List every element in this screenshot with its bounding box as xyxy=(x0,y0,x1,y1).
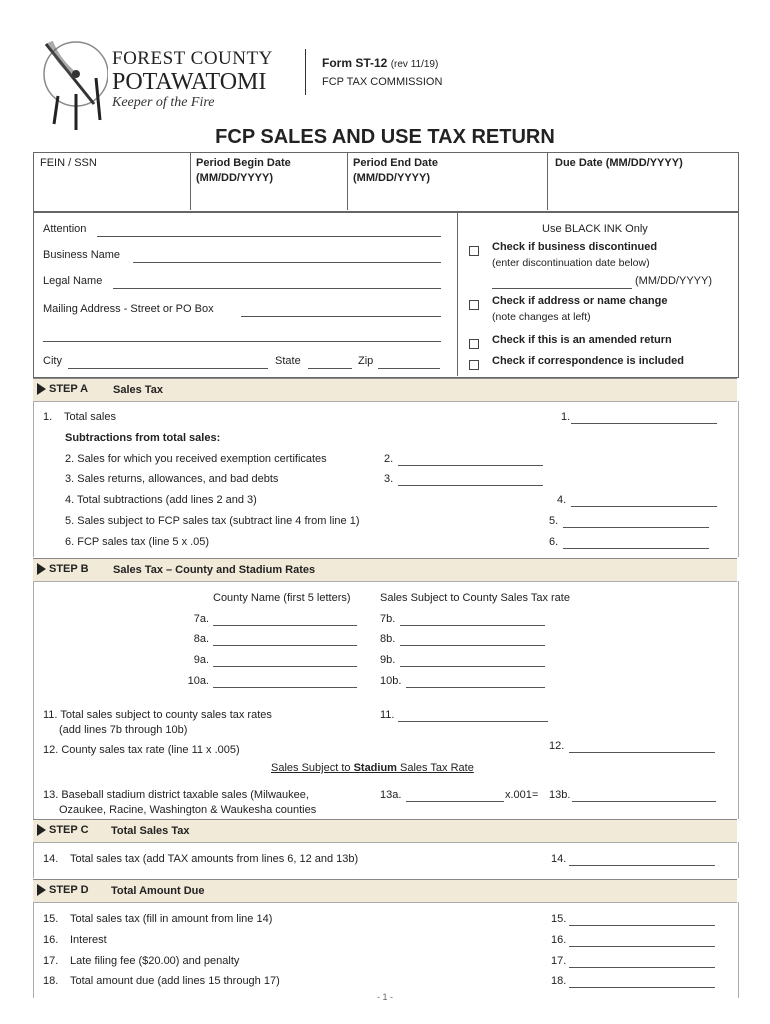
line15-ref: 15. xyxy=(551,913,567,925)
line4-ref: 4. xyxy=(557,494,567,506)
city-label: City xyxy=(43,355,62,367)
line18-num: 18. xyxy=(43,975,59,987)
line16-ref: 16. xyxy=(551,934,567,946)
line18-label: Total amount due (add lines 15 through 17) xyxy=(70,975,280,987)
line15-label: Total sales tax (fill in amount from line 14) xyxy=(70,913,273,925)
line11-label-2: (add lines 7b through 10b) xyxy=(59,724,188,736)
line14-num: 14. xyxy=(43,853,59,865)
line12-ref: 12. xyxy=(549,740,565,752)
business-name-label: Business Name xyxy=(43,249,121,261)
org-name-line1: FOREST COUNTY xyxy=(112,48,273,69)
legal-name-input[interactable] xyxy=(113,288,441,289)
line6-input[interactable] xyxy=(563,548,709,549)
correspondence-label: Check if correspondence is included xyxy=(492,355,684,367)
row10a-input[interactable] xyxy=(213,687,357,688)
row10b-input[interactable] xyxy=(406,687,545,688)
amended-checkbox[interactable] xyxy=(469,335,479,353)
line1-input[interactable] xyxy=(571,423,717,424)
form-id: Form ST-12 xyxy=(322,56,388,70)
step-b-header xyxy=(33,558,737,582)
row7b-ref: 7b. xyxy=(380,613,396,625)
line1-num: 1. xyxy=(43,411,53,423)
line5-ref: 5. xyxy=(549,515,559,527)
row8a-ref: 8a. xyxy=(193,633,209,645)
feather-circle-logo-icon xyxy=(36,34,108,132)
line16-label: Interest xyxy=(70,934,107,946)
line11-ref: 11. xyxy=(380,709,395,721)
ink-notice: Use BLACK INK Only xyxy=(542,223,648,235)
county-name-header: County Name (first 5 letters) xyxy=(213,592,351,604)
divider xyxy=(347,152,348,210)
org-name-line2: POTAWATOMI xyxy=(112,69,267,95)
row7b-input[interactable] xyxy=(400,625,545,626)
form-rev: (rev 11/19) xyxy=(390,59,439,70)
line16-input[interactable] xyxy=(569,946,715,947)
row9a-input[interactable] xyxy=(213,666,357,667)
line12-label: 12. County sales tax rate (line 11 x .005) xyxy=(43,744,240,756)
line13a-input[interactable] xyxy=(406,801,504,802)
row8a-input[interactable] xyxy=(213,645,357,646)
discontinued-date-input[interactable] xyxy=(492,288,632,289)
discontinued-checkbox[interactable] xyxy=(469,242,479,260)
row7a-ref: 7a. xyxy=(193,613,209,625)
line2-ref: 2. xyxy=(384,453,394,465)
county-sales-header: Sales Subject to County Sales Tax rate xyxy=(380,592,570,604)
stadium-heading-pre: Sales Subject to xyxy=(271,762,354,774)
line4-label: 4. Total subtractions (add lines 2 and 3) xyxy=(65,494,257,506)
line17-num: 17. xyxy=(43,955,59,967)
address-change-checkbox[interactable] xyxy=(469,296,479,314)
commission-name: FCP TAX COMMISSION xyxy=(322,76,443,88)
step-c-header xyxy=(33,819,737,843)
line17-input[interactable] xyxy=(569,967,715,968)
discontinued-date-format: (MM/DD/YYYY) xyxy=(635,275,712,287)
line13a-ref: 13a. xyxy=(380,789,402,801)
line17-ref: 17. xyxy=(551,955,567,967)
mailing-address-line2-input[interactable] xyxy=(43,341,441,342)
triangle-icon xyxy=(37,563,46,575)
zip-input[interactable] xyxy=(378,368,440,369)
fein-field[interactable]: FEIN / SSN xyxy=(40,157,97,169)
address-change-note: (note changes at left) xyxy=(492,311,591,323)
subtractions-heading: Subtractions from total sales: xyxy=(65,432,221,444)
row10a-ref: 10a. xyxy=(187,675,209,687)
row8b-input[interactable] xyxy=(400,645,545,646)
page-title: FCP SALES AND USE TAX RETURN xyxy=(215,126,555,148)
step-d-title: Total Amount Due xyxy=(111,885,205,897)
zip-label: Zip xyxy=(358,355,374,367)
triangle-icon xyxy=(37,383,46,395)
line12-input[interactable] xyxy=(569,752,715,753)
period-end-label[interactable]: Period End Date xyxy=(353,157,438,169)
line13-label-2: Ozaukee, Racine, Washington & Waukesha counties xyxy=(59,804,317,816)
address-change-label: Check if address or name change xyxy=(492,295,668,307)
line15-num: 15. xyxy=(43,913,59,925)
step-a-header xyxy=(33,378,737,402)
line3-input[interactable] xyxy=(398,485,543,486)
divider xyxy=(190,152,191,210)
business-name-input[interactable] xyxy=(133,262,441,263)
amended-label: Check if this is an amended return xyxy=(492,334,672,346)
line18-ref: 18. xyxy=(551,975,567,987)
city-input[interactable] xyxy=(68,368,268,369)
step-d-header xyxy=(33,879,737,903)
line6-ref: 6. xyxy=(549,536,559,548)
line3-ref: 3. xyxy=(384,473,394,485)
triangle-icon xyxy=(37,824,46,836)
period-end-format: (MM/DD/YYYY) xyxy=(353,172,430,184)
step-b-label: STEP B xyxy=(49,563,89,575)
line1-label: Total sales xyxy=(64,411,116,423)
discontinued-note: (enter discontinuation date below) xyxy=(492,257,650,269)
line13b-input[interactable] xyxy=(572,801,716,802)
row9b-input[interactable] xyxy=(400,666,545,667)
row7a-input[interactable] xyxy=(213,625,357,626)
attention-label: Attention xyxy=(43,223,87,235)
stadium-heading-post: Sales Tax Rate xyxy=(396,762,474,774)
mailing-address-input[interactable] xyxy=(241,316,441,317)
triangle-icon xyxy=(37,884,46,896)
org-tagline: Keeper of the Fire xyxy=(112,95,215,110)
period-begin-label[interactable]: Period Begin Date xyxy=(196,157,291,169)
line13-multiplier: x.001= xyxy=(505,789,539,801)
line5-label: 5. Sales subject to FCP sales tax (subtract line 4 from line 1) xyxy=(65,515,360,527)
header-divider xyxy=(305,49,306,95)
page-number: - 1 - xyxy=(376,992,393,1002)
row10b-ref: 10b. xyxy=(380,675,402,687)
line13-label: 13. Baseball stadium district taxable sales (Milwaukee, xyxy=(43,789,309,801)
stadium-heading-word: Stadium xyxy=(353,762,397,774)
stadium-heading xyxy=(271,762,474,774)
due-date-field[interactable]: Due Date (MM/DD/YYYY) xyxy=(555,157,683,169)
step-a-title: Sales Tax xyxy=(113,384,163,396)
line15-input[interactable] xyxy=(569,925,715,926)
legal-name-label: Legal Name xyxy=(43,275,103,287)
line14-input[interactable] xyxy=(569,865,715,866)
row9b-ref: 9b. xyxy=(380,654,396,666)
line11-label: 11. Total sales subject to county sales tax rates xyxy=(43,709,272,721)
line14-label: Total sales tax (add TAX amounts from lines 6, 12 and 13b) xyxy=(70,853,359,865)
line1-ref: 1. xyxy=(561,411,571,423)
form-id-line xyxy=(322,56,438,70)
line16-num: 16. xyxy=(43,934,59,946)
line17-label: Late filing fee ($20.00) and penalty xyxy=(70,955,240,967)
step-b-title: Sales Tax – County and Stadium Rates xyxy=(113,564,316,576)
line6-label: 6. FCP sales tax (line 5 x .05) xyxy=(65,536,210,548)
line2-input[interactable] xyxy=(398,465,543,466)
line14-ref: 14. xyxy=(551,853,567,865)
correspondence-checkbox[interactable] xyxy=(469,356,479,374)
line5-input[interactable] xyxy=(563,527,709,528)
mailing-address-label: Mailing Address - Street or PO Box xyxy=(43,303,214,315)
state-input[interactable] xyxy=(308,368,352,369)
divider xyxy=(547,152,548,210)
step-d-label: STEP D xyxy=(49,884,89,896)
step-a-label: STEP A xyxy=(49,383,89,395)
step-c-title: Total Sales Tax xyxy=(111,825,190,837)
line18-input[interactable] xyxy=(569,987,715,988)
row8b-ref: 8b. xyxy=(380,633,396,645)
period-begin-format: (MM/DD/YYYY) xyxy=(196,172,273,184)
line4-input[interactable] xyxy=(571,506,717,507)
line11-input[interactable] xyxy=(398,721,548,722)
step-c-label: STEP C xyxy=(49,824,89,836)
attention-input[interactable] xyxy=(97,236,441,237)
line2-label: 2. Sales for which you received exemption certificates xyxy=(65,453,327,465)
state-label: State xyxy=(275,355,301,367)
line13b-ref: 13b. xyxy=(549,789,571,801)
row9a-ref: 9a. xyxy=(193,654,209,666)
divider xyxy=(457,212,458,376)
line3-label: 3. Sales returns, allowances, and bad debts xyxy=(65,473,279,485)
discontinued-label: Check if business discontinued xyxy=(492,241,658,253)
